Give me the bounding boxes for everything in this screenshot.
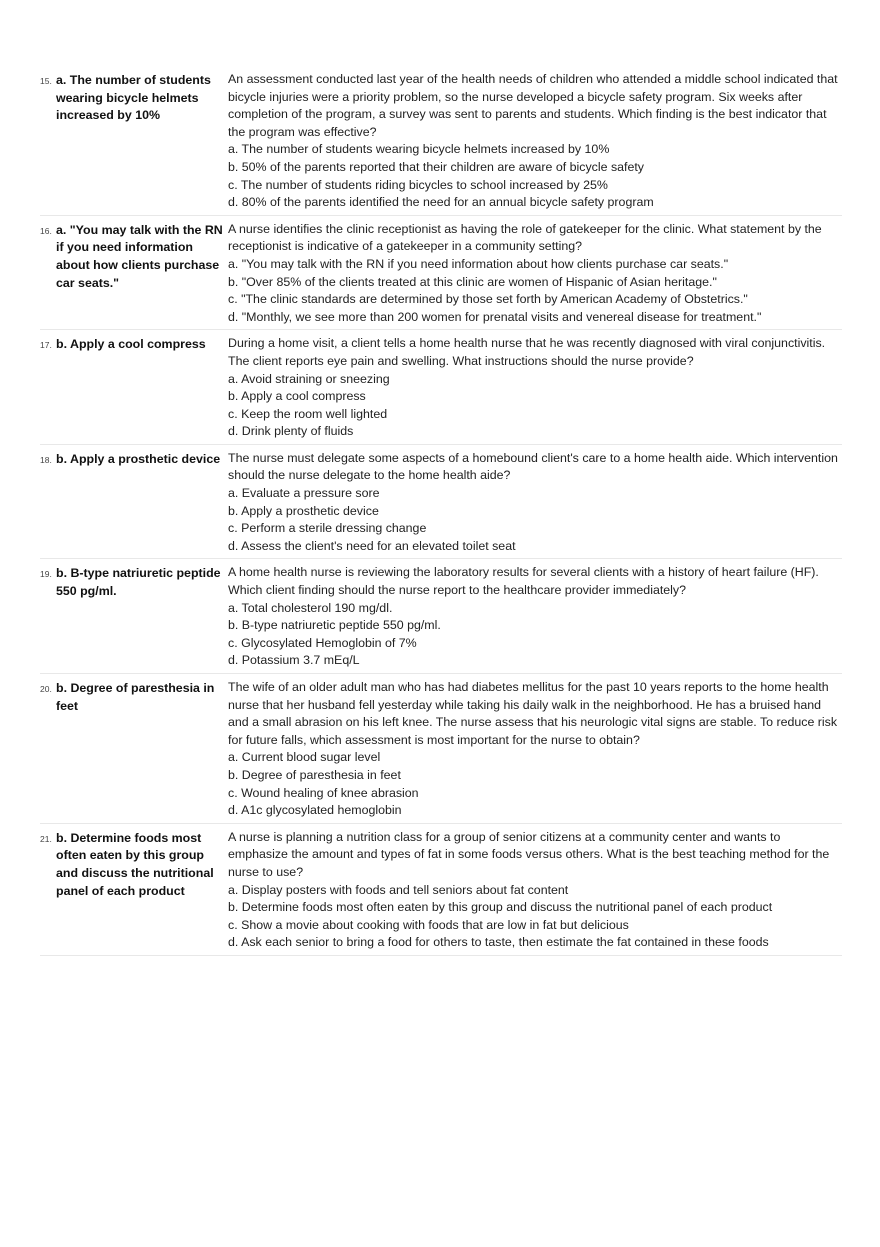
question-stem: The wife of an older adult man who has had diabetes mellitus for the past 10 years reports to the home health nurse that her husband fell yesterday while taking his daily walk in the neighborhood. He has a bruised hand and a small abrasion on his left knee. The nurse assess that his neurologic vital signs are stable. To reduce risk for future falls, which assessment is most important for the nurse to obtain? xyxy=(228,680,838,747)
question-body xyxy=(228,71,842,212)
option-d: d. Ask each senior to bring a food for others to taste, then estimate the fat contained in these foods xyxy=(228,935,769,950)
answer-text: b. Apply a cool compress xyxy=(56,337,206,352)
question-body xyxy=(228,564,842,670)
answer-text: a. The number of students wearing bicycle helmets increased by 10% xyxy=(56,73,211,123)
option-a: a. Evaluate a pressure sore xyxy=(228,486,380,501)
answer-text: b. Determine foods most often eaten by this group and discuss the nutritional panel of each product xyxy=(56,830,214,898)
option-d: d. Potassium 3.7 mEq/L xyxy=(228,653,360,668)
question-stem: During a home visit, a client tells a home health nurse that he was recently diagnosed with viral conjunctivitis. The client reports eye pain and swelling. What instructions should the nurse provide? xyxy=(228,336,826,368)
question-row xyxy=(40,563,842,674)
option-b: b. B-type natriuretic peptide 550 pg/ml. xyxy=(228,618,441,633)
option-a: a. Total cholesterol 190 mg/dl. xyxy=(228,600,393,615)
question-stem: A home health nurse is reviewing the laboratory results for several clients with a history of heart failure (HF). Which client finding should the nurse report to the healthcare provider immediately? xyxy=(228,565,819,598)
option-c: c. Keep the room well lighted xyxy=(228,406,388,421)
question-number: 19. xyxy=(40,569,52,580)
question-row xyxy=(40,334,842,445)
option-b: b. "Over 85% of the clients treated at this clinic are women of Hispanic of Asian heritage." xyxy=(228,274,717,289)
option-d: d. "Monthly, we see more than 200 women for prenatal visits and venereal disease for treatment." xyxy=(228,309,762,324)
option-b: b. Determine foods most often eaten by this group and discuss the nutritional panel of each product xyxy=(228,900,773,915)
question-body xyxy=(228,221,842,327)
question-row xyxy=(40,449,842,560)
question-number: 15. xyxy=(40,76,52,86)
option-b: b. 50% of the parents reported that their children are aware of bicycle safety xyxy=(228,159,645,174)
question-body xyxy=(228,450,842,556)
question-stem: A nurse is planning a nutrition class for a group of senior citizens at a community center and wants to emphasize the amount and types of fat in some foods versus others. What is the best teaching method for the nurse to use? xyxy=(228,829,830,879)
question-number: 18. xyxy=(40,454,52,465)
answer-text: b. Degree of paresthesia in feet xyxy=(56,681,215,713)
question-row xyxy=(40,70,842,216)
option-c: c. Show a movie about cooking with foods that are low in fat but delicious xyxy=(228,917,629,932)
question-row xyxy=(40,220,842,331)
answer-text: b. B-type natriuretic peptide 550 pg/ml. xyxy=(56,566,221,599)
option-a: a. "You may talk with the RN if you need information about how clients purchase car seats." xyxy=(228,256,729,271)
option-d: d. 80% of the parents identified the need for an annual bicycle safety program xyxy=(228,195,654,210)
option-c: c. Perform a sterile dressing change xyxy=(228,521,427,536)
option-b: b. Degree of paresthesia in feet xyxy=(228,767,401,782)
question-body xyxy=(228,335,842,441)
question-number: 17. xyxy=(40,340,52,351)
question-stem: A nurse identifies the clinic receptionist as having the role of gatekeeper for the clinic. What statement by the receptionist is indicative of a gatekeeper in a community setting? xyxy=(228,221,822,254)
question-list xyxy=(40,70,842,956)
question-stem: The nurse must delegate some aspects of a homebound client's care to a home health aide. Which intervention should the nurse delegate to the home health aide? xyxy=(228,450,838,483)
option-c: c. "The clinic standards are determined by those set forth by American Academy of Obstetrics." xyxy=(228,292,748,307)
option-d: d. Drink plenty of fluids xyxy=(228,424,354,439)
option-c: c. Wound healing of knee abrasion xyxy=(228,785,419,800)
question-number: 20. xyxy=(40,684,52,694)
question-row xyxy=(40,828,842,956)
option-b: b. Apply a cool compress xyxy=(228,389,366,404)
option-a: a. The number of students wearing bicycle helmets increased by 10% xyxy=(228,142,610,157)
question-number: 21. xyxy=(40,833,52,844)
option-a: a. Display posters with foods and tell seniors about fat content xyxy=(228,882,569,897)
question-stem: An assessment conducted last year of the health needs of children who attended a middle school indicated that bicycle injuries were a priority problem, so the nurse developed a bicycle safety program. Six weeks after completion of the program, a survey was sent to parents and students. Which finding is the best indicator that the program was effective? xyxy=(228,72,838,139)
question-number: 16. xyxy=(40,225,52,236)
answer-text: b. Apply a prosthetic device xyxy=(56,451,221,466)
question-body xyxy=(228,679,842,820)
question-row xyxy=(40,678,842,824)
option-c: c. Glycosylated Hemoglobin of 7% xyxy=(228,635,417,650)
option-c: c. The number of students riding bicycles to school increased by 25% xyxy=(228,177,608,192)
option-a: a. Avoid straining or sneezing xyxy=(228,371,390,386)
question-body xyxy=(228,829,842,952)
option-b: b. Apply a prosthetic device xyxy=(228,503,379,518)
option-d: d. Assess the client's need for an elevated toilet seat xyxy=(228,538,516,553)
option-d: d. A1c glycosylated hemoglobin xyxy=(228,803,402,818)
answer-text: a. "You may talk with the RN if you need information about how clients purchase car seats." xyxy=(56,222,223,290)
option-a: a. Current blood sugar level xyxy=(228,750,381,765)
